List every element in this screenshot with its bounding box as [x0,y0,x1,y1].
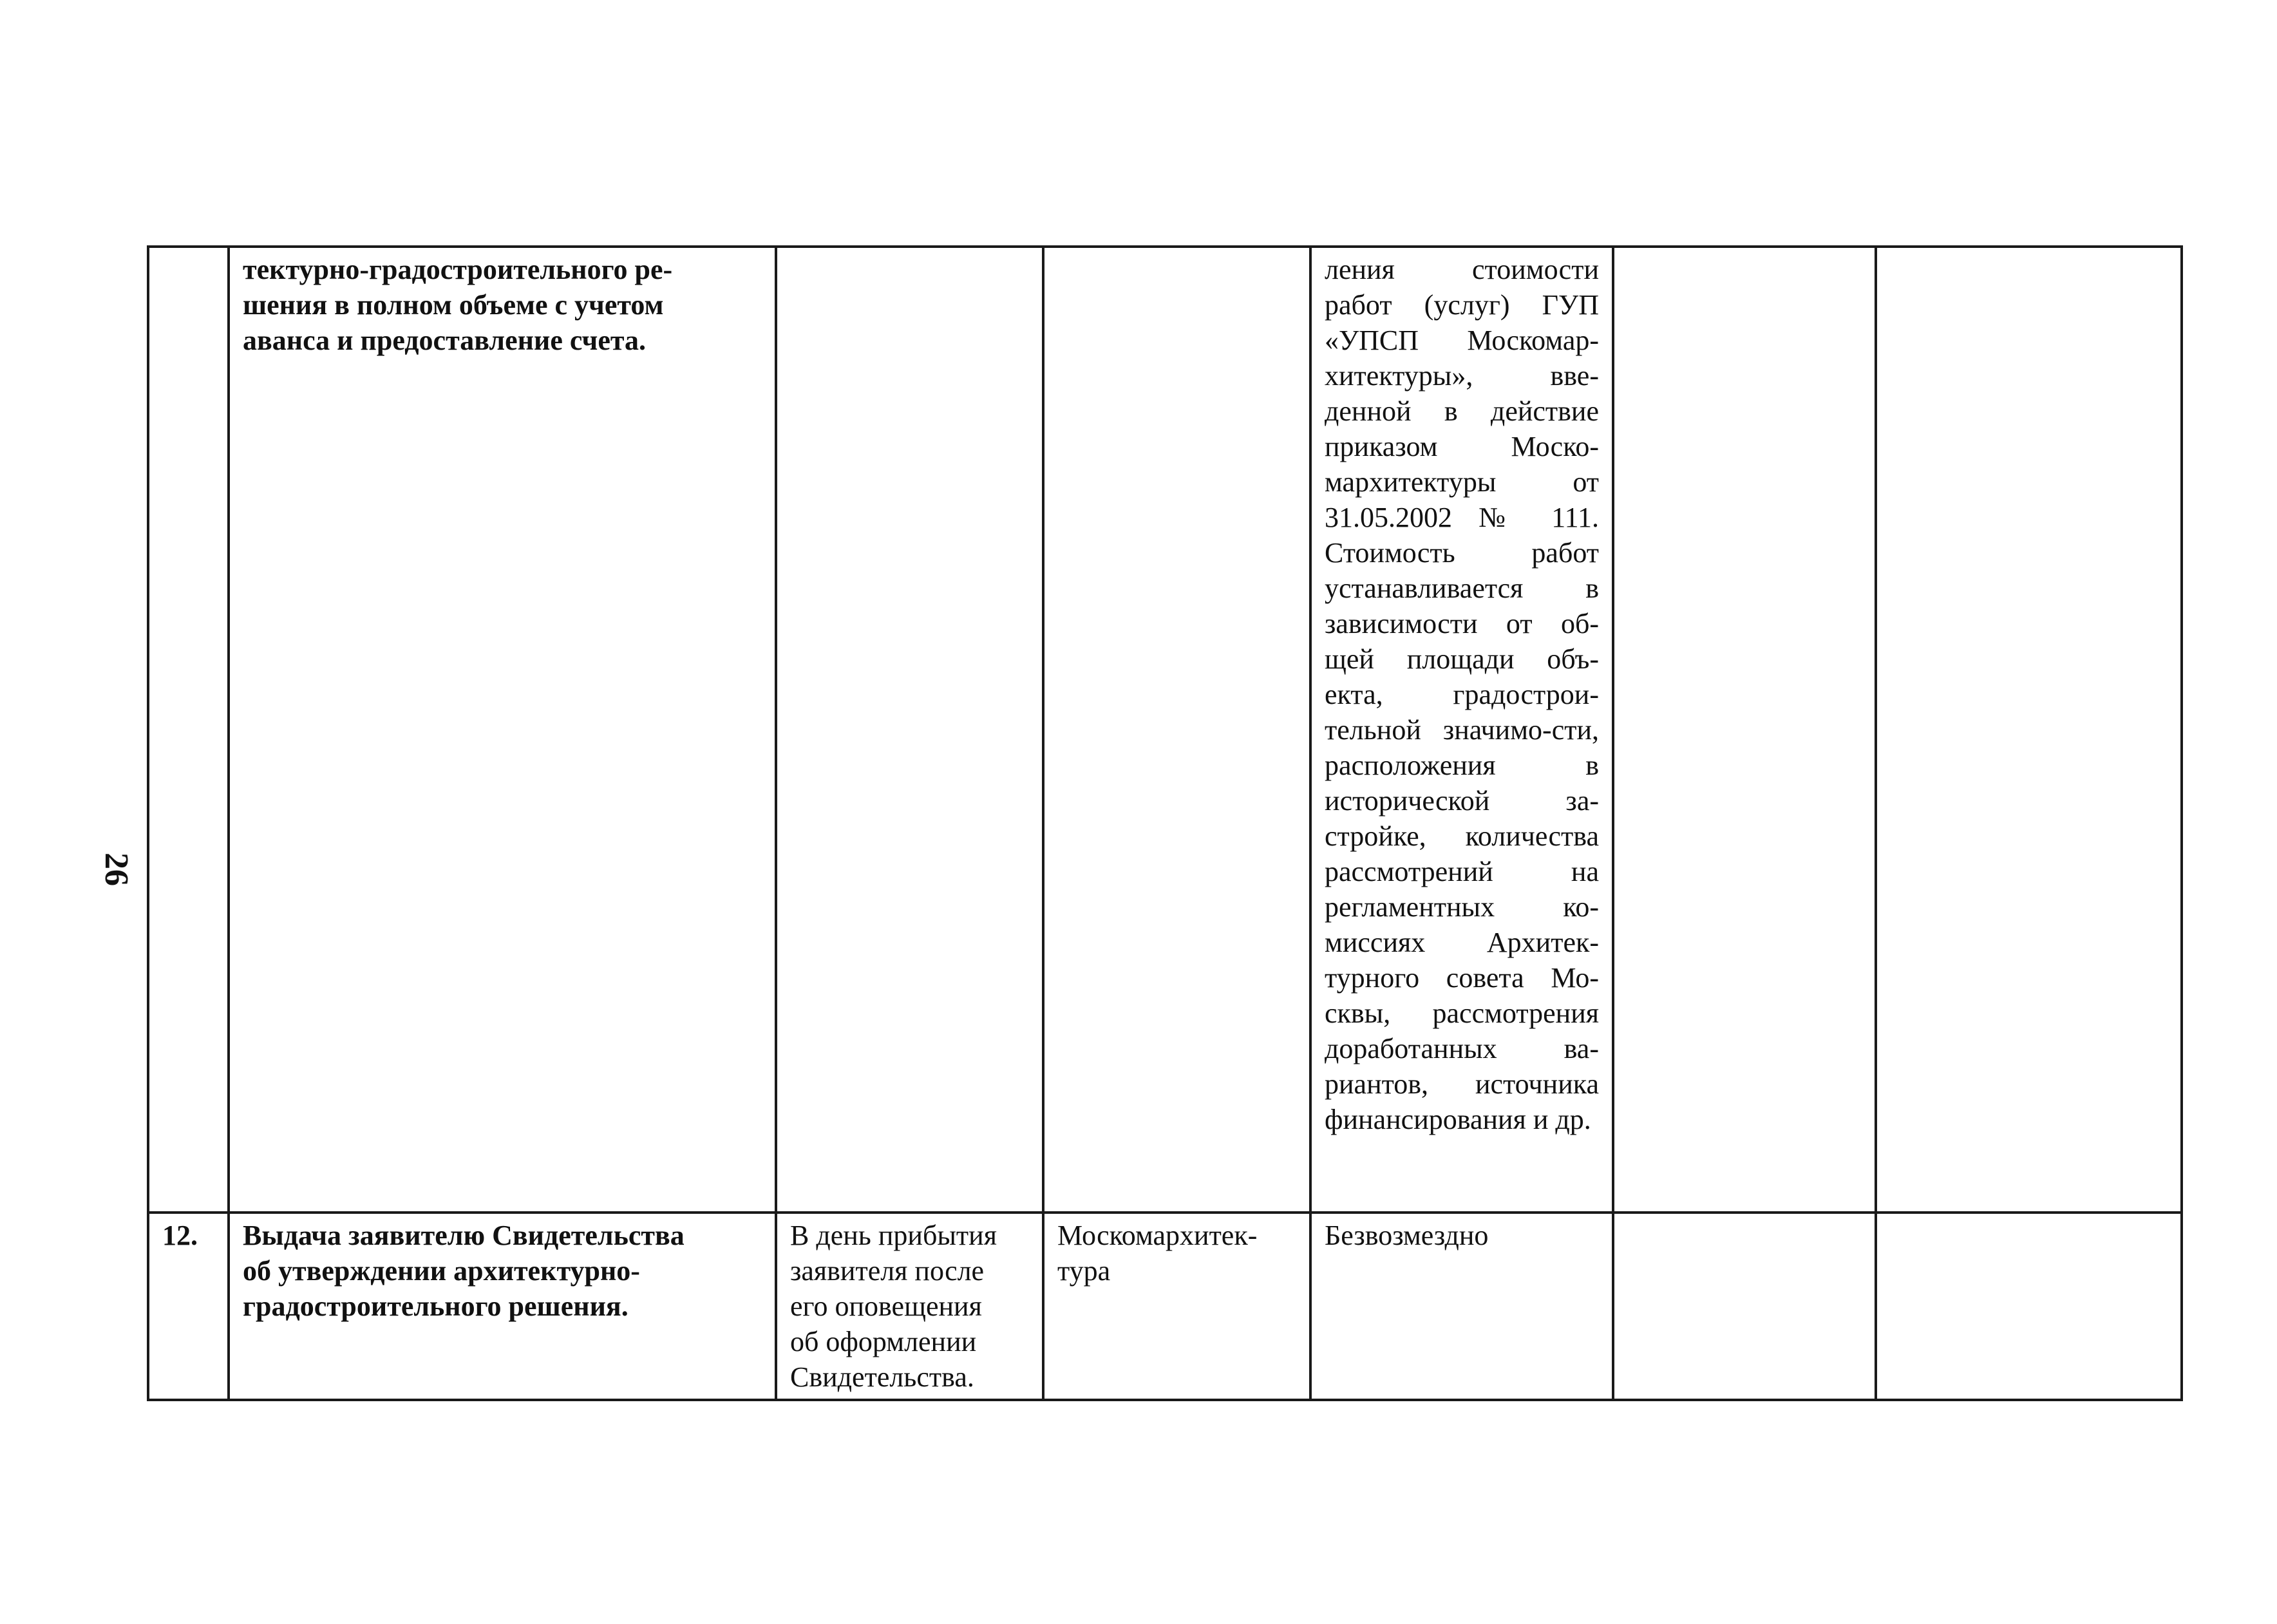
extra-cell-6 [1613,1213,1876,1400]
extra-cell-7 [1876,1213,2182,1400]
table-row [148,1213,2182,1400]
cost-cell: Безвозмездно [1310,1213,1613,1400]
term-cell [776,247,1043,1213]
row-number-cell [148,247,229,1213]
term-cell: В день прибытия заявителя после его оповещения об оформлении Свидетельства. [776,1213,1043,1400]
table-row [148,247,2182,1213]
page-number: 26 [98,853,135,886]
cost-cell: ления стоимости работ (услуг) ГУП «УПСП Москомар-хитектуры», вве-денной в действие приказом Моско-мархитектуры от 31.05.2002 № 111. Стоимость работ устанавливается в зависимости от об-щей площади объ-екта, градострои-тельной значимо-сти, расположения в исторической за-стройке, количества рассмотрений на регламентных ко-миссиях Архитек-турного совета Мо-сквы, рассмотрения доработанных ва-риантов, источника финансирования и др. [1310,247,1613,1213]
executor-cell [1043,247,1310,1213]
extra-cell-6 [1613,247,1876,1213]
executor-cell: Москомархитек- тура [1043,1213,1310,1400]
procedure-table [147,245,2183,1401]
stage-cell: тектурно-градостроительного ре- шения в полном объеме с учетом аванса и предоставление счета. [229,247,776,1213]
row-number-cell: 12. [148,1213,229,1400]
stage-cell: Выдача заявителю Свидетельства об утверждении архитектурно- градостроительного решения. [229,1213,776,1400]
extra-cell-7 [1876,247,2182,1213]
